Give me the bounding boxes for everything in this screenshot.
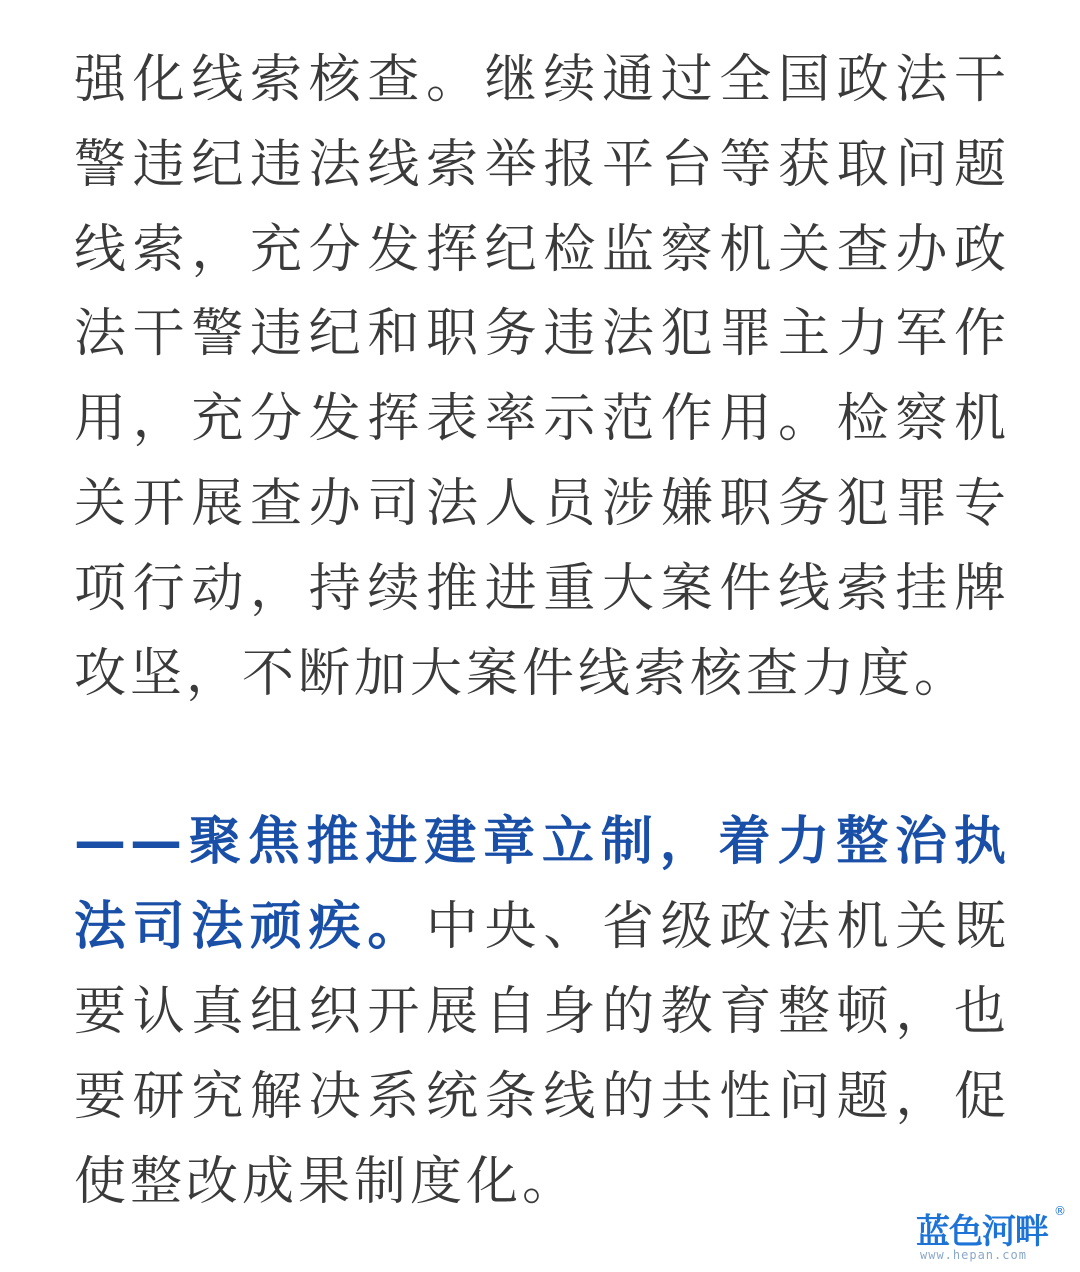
paragraph-clue-verification [74,38,1010,716]
paragraph-text: 中央、省级政法机关既要认真组织开展自身的教育整顿，也要研究解决系统条线的共性问题，促使整改成果制度化。 [74,897,1010,1212]
watermark-url: www.hepan.com [920,1248,1027,1262]
paragraph-institution-building [74,800,1010,1224]
paragraph-text: 强化线索核查。继续通过全国政法干警违纪违法线索举报平台等获取问题线索，充分发挥纪检监察机关查办政法干警违纪和职务违法犯罪主力军作用，充分发挥表率示范作用。检察机关开展查办司法人员涉嫌职务犯罪专项行动，持续推进重大案件线索挂牌攻坚，不断加大案件线索核查力度。 [74,50,1010,704]
article-body [74,38,1010,1224]
registered-mark-icon: ® [1054,1204,1066,1218]
site-watermark-logo [916,1204,1066,1268]
watermark-logo-text: 蓝色河畔 [916,1212,1048,1252]
paragraph-lead-heading: ——聚焦推进建章立制，着力整治执法司法顽疾。 [74,812,1010,958]
